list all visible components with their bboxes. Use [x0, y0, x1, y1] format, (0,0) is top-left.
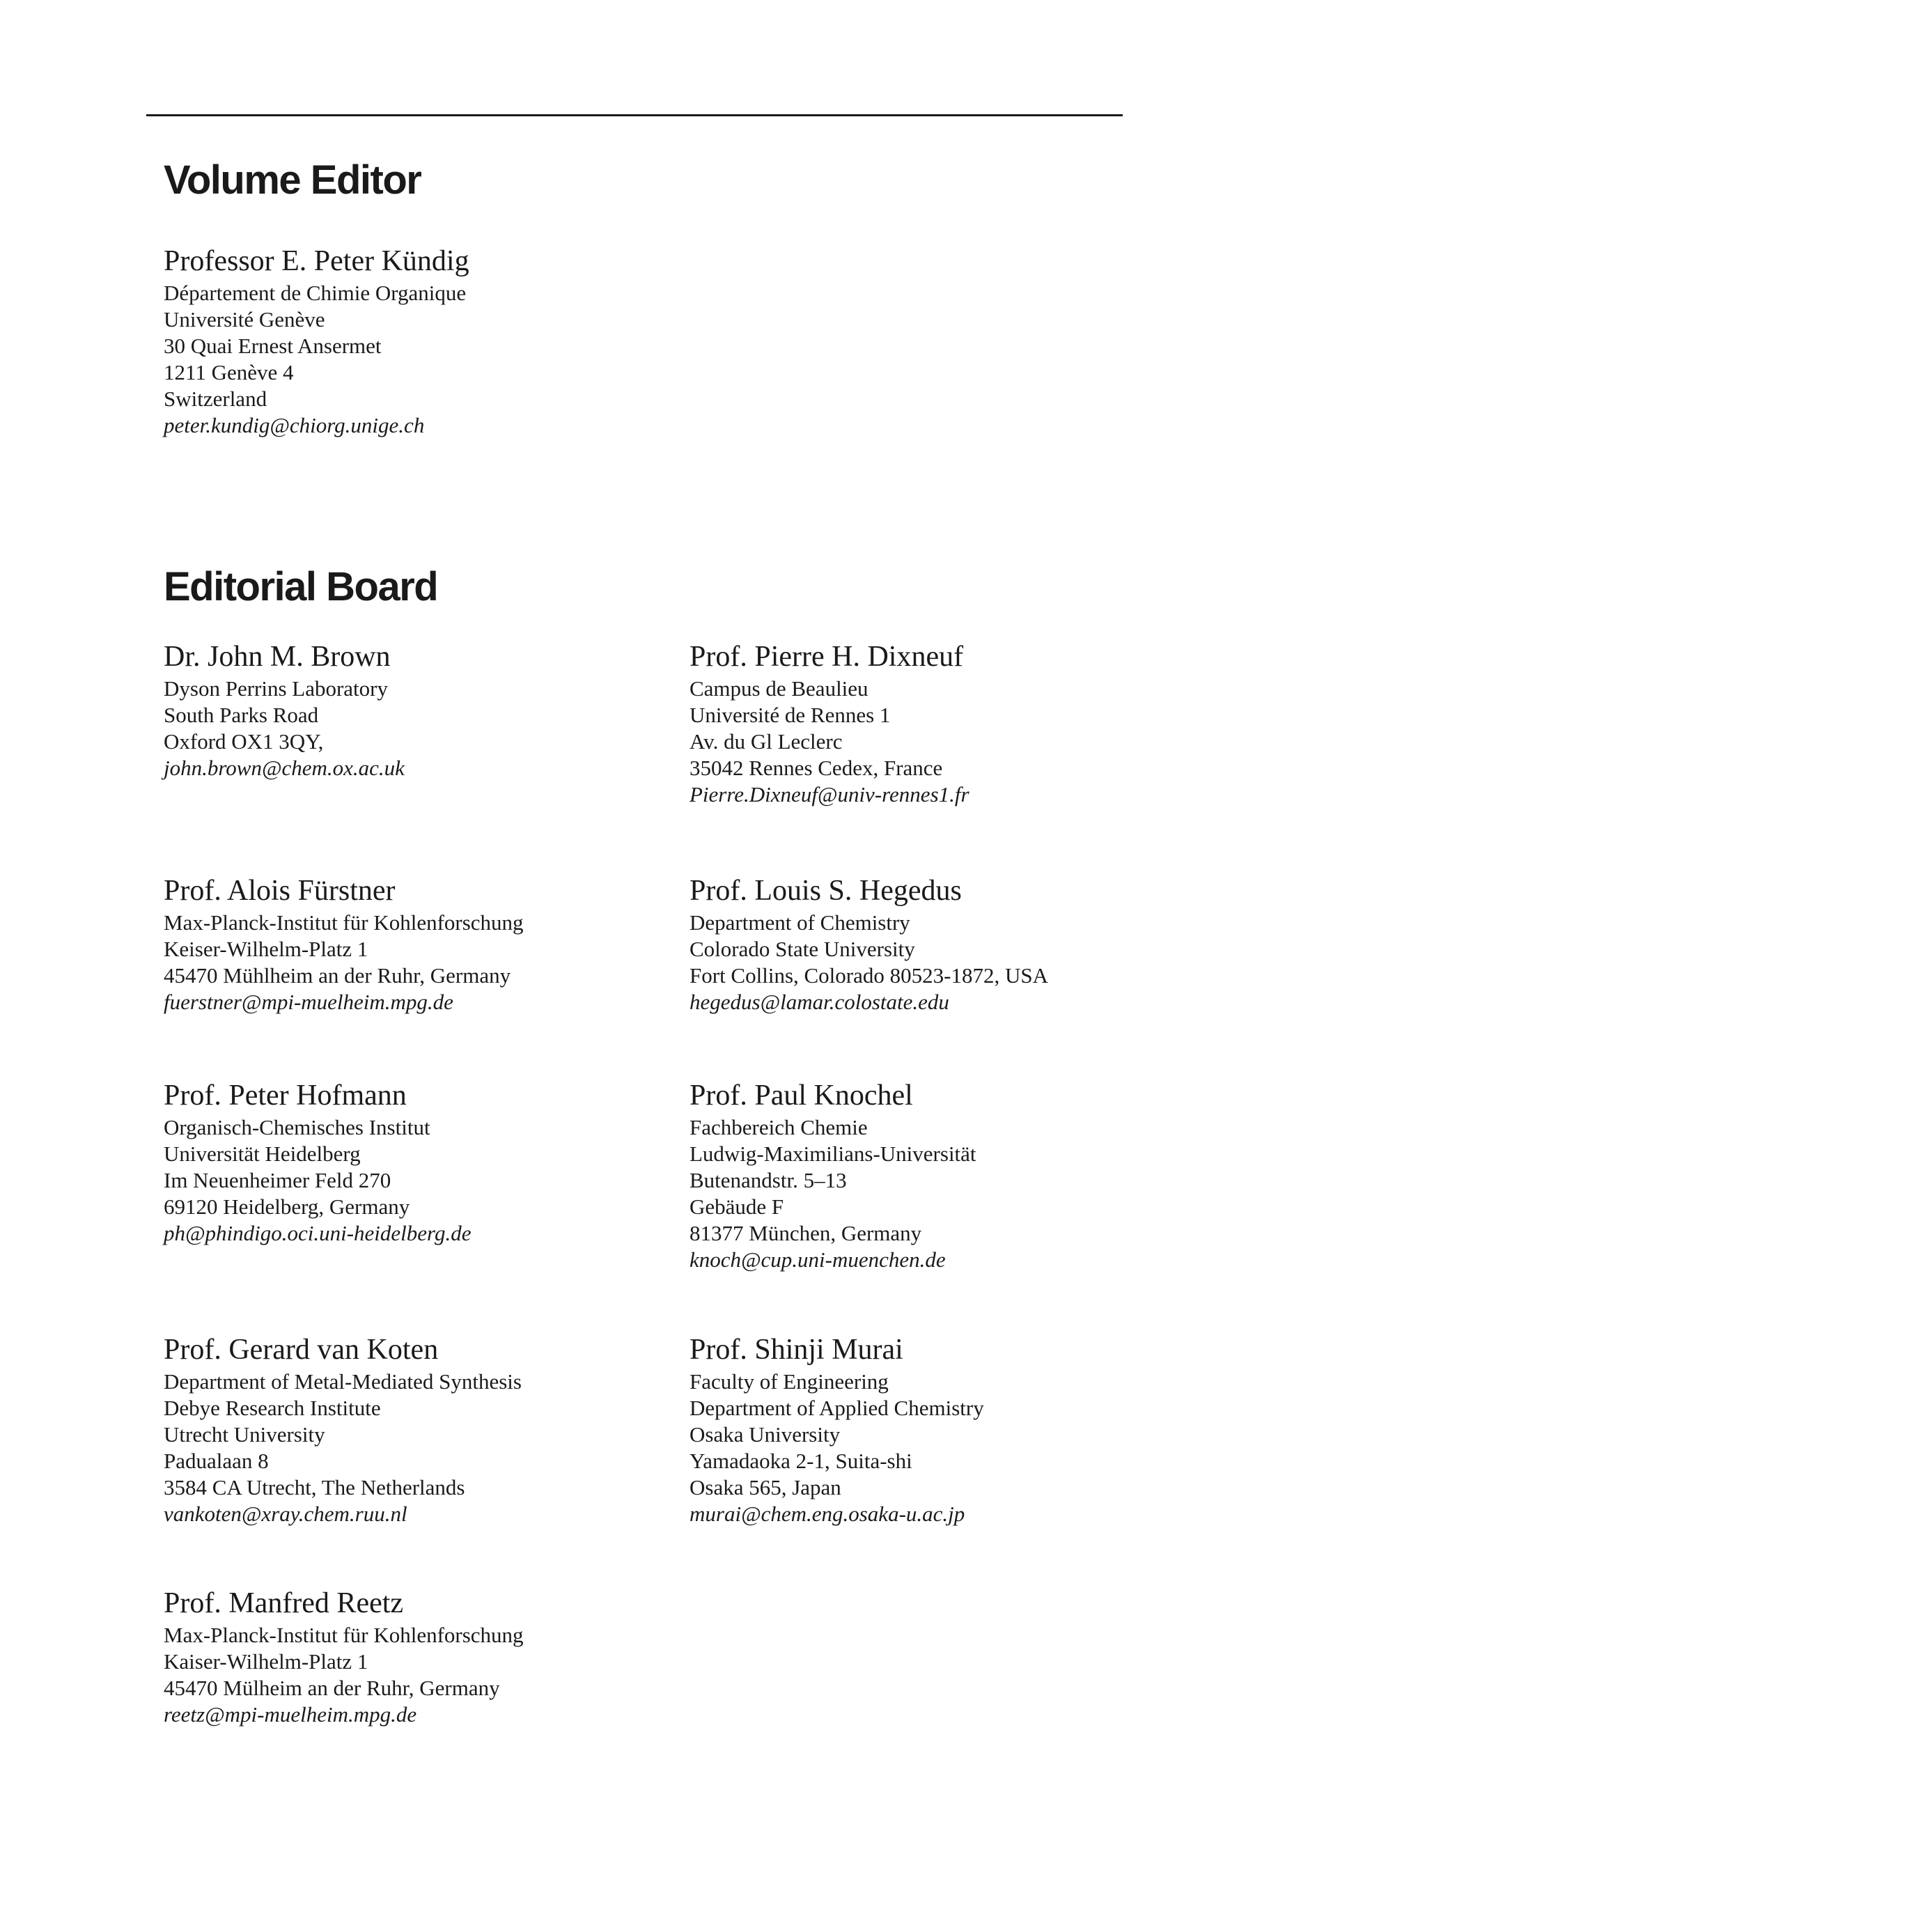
email-link[interactable]: Pierre.Dixneuf@univ-rennes1.fr: [690, 782, 969, 807]
member-name: Prof. Shinji Murai: [690, 1334, 903, 1366]
email-link[interactable]: peter.kundig@chiorg.unige.ch: [164, 413, 425, 437]
email-link[interactable]: vankoten@xray.chem.ruu.nl: [164, 1502, 407, 1526]
member-name: Dr. John M. Brown: [164, 641, 391, 673]
member-name: Prof. Louis S. Hegedus: [690, 875, 962, 907]
address-line: Switzerland: [164, 387, 267, 411]
board-member-entry: [164, 873, 679, 1015]
address-line: Organisch-Chemisches Institut: [164, 1115, 430, 1139]
address-line: Utrecht University: [164, 1422, 325, 1447]
address-line: Universität Heidelberg: [164, 1142, 361, 1166]
member-name: Prof. Alois Fürstner: [164, 875, 396, 907]
email-link[interactable]: john.brown@chem.ox.ac.uk: [164, 756, 405, 780]
address-line: 35042 Rennes Cedex, France: [690, 756, 943, 780]
address-line: Max-Planck-Institut für Kohlenforschung: [164, 910, 524, 935]
volume-editor-entry: [164, 244, 679, 439]
address-line: Osaka 565, Japan: [690, 1475, 841, 1499]
address-line: 1211 Genève 4: [164, 360, 294, 384]
address-line: Université de Rennes 1: [690, 703, 891, 727]
member-name: Prof. Gerard van Koten: [164, 1334, 439, 1366]
address-line: Keiser-Wilhelm-Platz 1: [164, 937, 368, 961]
board-member-entry: [164, 1586, 679, 1728]
address-line: Campus de Beaulieu: [690, 676, 868, 701]
board-member-entry: [164, 639, 679, 781]
top-rule: [146, 114, 1123, 116]
address-line: Yamadaoka 2-1, Suita-shi: [690, 1449, 912, 1473]
address-line: South Parks Road: [164, 703, 319, 727]
address-line: Fachbereich Chemie: [690, 1115, 868, 1139]
address-line: 81377 München, Germany: [690, 1221, 922, 1245]
address-line: 45470 Mülheim an der Ruhr, Germany: [164, 1676, 500, 1700]
address-line: Ludwig-Maximilians-Universität: [690, 1142, 976, 1166]
address-line: Department of Metal-Mediated Synthesis: [164, 1369, 522, 1394]
email-link[interactable]: fuerstner@mpi-muelheim.mpg.de: [164, 990, 453, 1014]
address-line: 3584 CA Utrecht, The Netherlands: [164, 1475, 465, 1499]
member-name: Prof. Peter Hofmann: [164, 1080, 407, 1112]
member-name: Prof. Manfred Reetz: [164, 1587, 404, 1619]
address-line: Colorado State University: [690, 937, 915, 961]
address-line: Butenandstr. 5–13: [690, 1168, 847, 1192]
email-link[interactable]: knoch@cup.uni-muenchen.de: [690, 1247, 946, 1272]
board-member-entry: [690, 639, 1205, 808]
board-member-entry: [164, 1332, 679, 1527]
email-link[interactable]: reetz@mpi-muelheim.mpg.de: [164, 1702, 417, 1727]
address-line: 45470 Mühlheim an der Ruhr, Germany: [164, 963, 511, 988]
member-name: Prof. Paul Knochel: [690, 1080, 913, 1112]
volume-editor-heading: Volume Editor: [164, 157, 421, 203]
address-line: Debye Research Institute: [164, 1396, 381, 1420]
address-line: Department of Applied Chemistry: [690, 1396, 984, 1420]
address-line: Département de Chimie Organique: [164, 281, 467, 305]
address-line: Kaiser-Wilhelm-Platz 1: [164, 1649, 368, 1674]
editorial-board-heading: Editorial Board: [164, 564, 438, 609]
address-line: Gebäude F: [690, 1194, 784, 1219]
email-link[interactable]: murai@chem.eng.osaka-u.ac.jp: [690, 1502, 965, 1526]
address-line: Department of Chemistry: [690, 910, 910, 935]
address-line: Oxford OX1 3QY,: [164, 729, 324, 754]
address-line: Fort Collins, Colorado 80523-1872, USA: [690, 963, 1048, 988]
board-member-entry: [690, 873, 1205, 1015]
member-name: Prof. Pierre H. Dixneuf: [690, 641, 964, 673]
email-link[interactable]: hegedus@lamar.colostate.edu: [690, 990, 949, 1014]
address-line: Padualaan 8: [164, 1449, 269, 1473]
address-line: 30 Quai Ernest Ansermet: [164, 334, 382, 358]
address-line: 69120 Heidelberg, Germany: [164, 1194, 410, 1219]
address-line: Dyson Perrins Laboratory: [164, 676, 388, 701]
address-line: Université Genève: [164, 307, 325, 332]
board-member-entry: [164, 1078, 679, 1247]
address-line: Av. du Gl Leclerc: [690, 729, 843, 754]
address-line: Im Neuenheimer Feld 270: [164, 1168, 391, 1192]
editor-name: Professor E. Peter Kündig: [164, 245, 469, 277]
address-line: Osaka University: [690, 1422, 841, 1447]
address-line: Max-Planck-Institut für Kohlenforschung: [164, 1623, 524, 1647]
board-member-entry: [690, 1332, 1205, 1527]
email-link[interactable]: ph@phindigo.oci.uni-heidelberg.de: [164, 1221, 472, 1245]
address-line: Faculty of Engineering: [690, 1369, 889, 1394]
board-member-entry: [690, 1078, 1205, 1273]
